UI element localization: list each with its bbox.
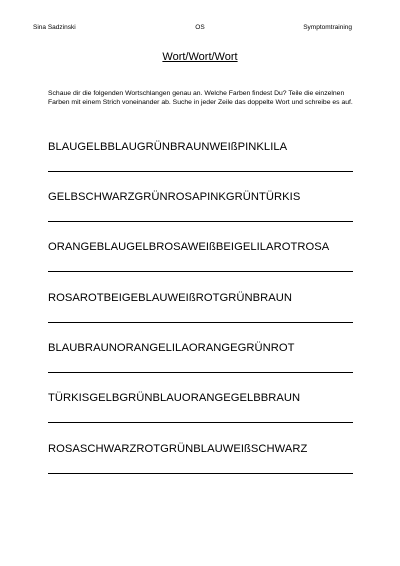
word-snake-text: ROSASCHWARZROTGRÜNBLAUWEIßSCHWARZ [48, 443, 308, 455]
answer-line [48, 422, 353, 423]
word-snake-row [48, 191, 353, 204]
header-topic: Symptomtraining [303, 24, 352, 31]
answer-line [48, 171, 353, 172]
answer-line [48, 221, 353, 222]
word-snake-text: GELBSCHWARZGRÜNROSAPINKGRÜNTÜRKIS [48, 191, 301, 203]
answer-line [48, 473, 353, 474]
answer-line [48, 271, 353, 272]
word-snake-row [48, 141, 353, 154]
header-author: Sina Sadzinski [33, 24, 76, 31]
word-snake-text: BLAUGELBBLAUGRÜNBRAUNWEIßPINKLILA [48, 141, 288, 153]
word-snake-text: TÜRKISGELBGRÜNBLAUORANGEGELBBRAUN [48, 392, 301, 404]
word-snake-row [48, 241, 353, 254]
page-title: Wort/Wort/Wort [162, 51, 238, 63]
answer-line [48, 372, 353, 373]
word-snake-text: ROSAROTBEIGEBLAUWEIßROTGRÜNBRAUN [48, 292, 293, 304]
word-snake-row [48, 292, 353, 305]
header-center: OS [195, 24, 205, 31]
word-snake-text: BLAUBRAUNORANGELILAORANGEGRÜNROT [48, 342, 295, 354]
word-snake-row [48, 443, 353, 456]
answer-line [48, 322, 353, 323]
word-snake-text: ORANGEBLAUGELBROSAWEIßBEIGELILAROTROSA [48, 241, 330, 253]
word-snake-row [48, 392, 353, 405]
word-snake-row [48, 342, 353, 355]
instructions-text: Schaue dir die folgenden Wortschlangen genau an. Welche Farben findest Du? Teile die einzelnen Farben mit einem Strich voneinander ab. Suche in jeder Zeile das doppelte Wort und schreibe es auf. [48, 90, 353, 106]
